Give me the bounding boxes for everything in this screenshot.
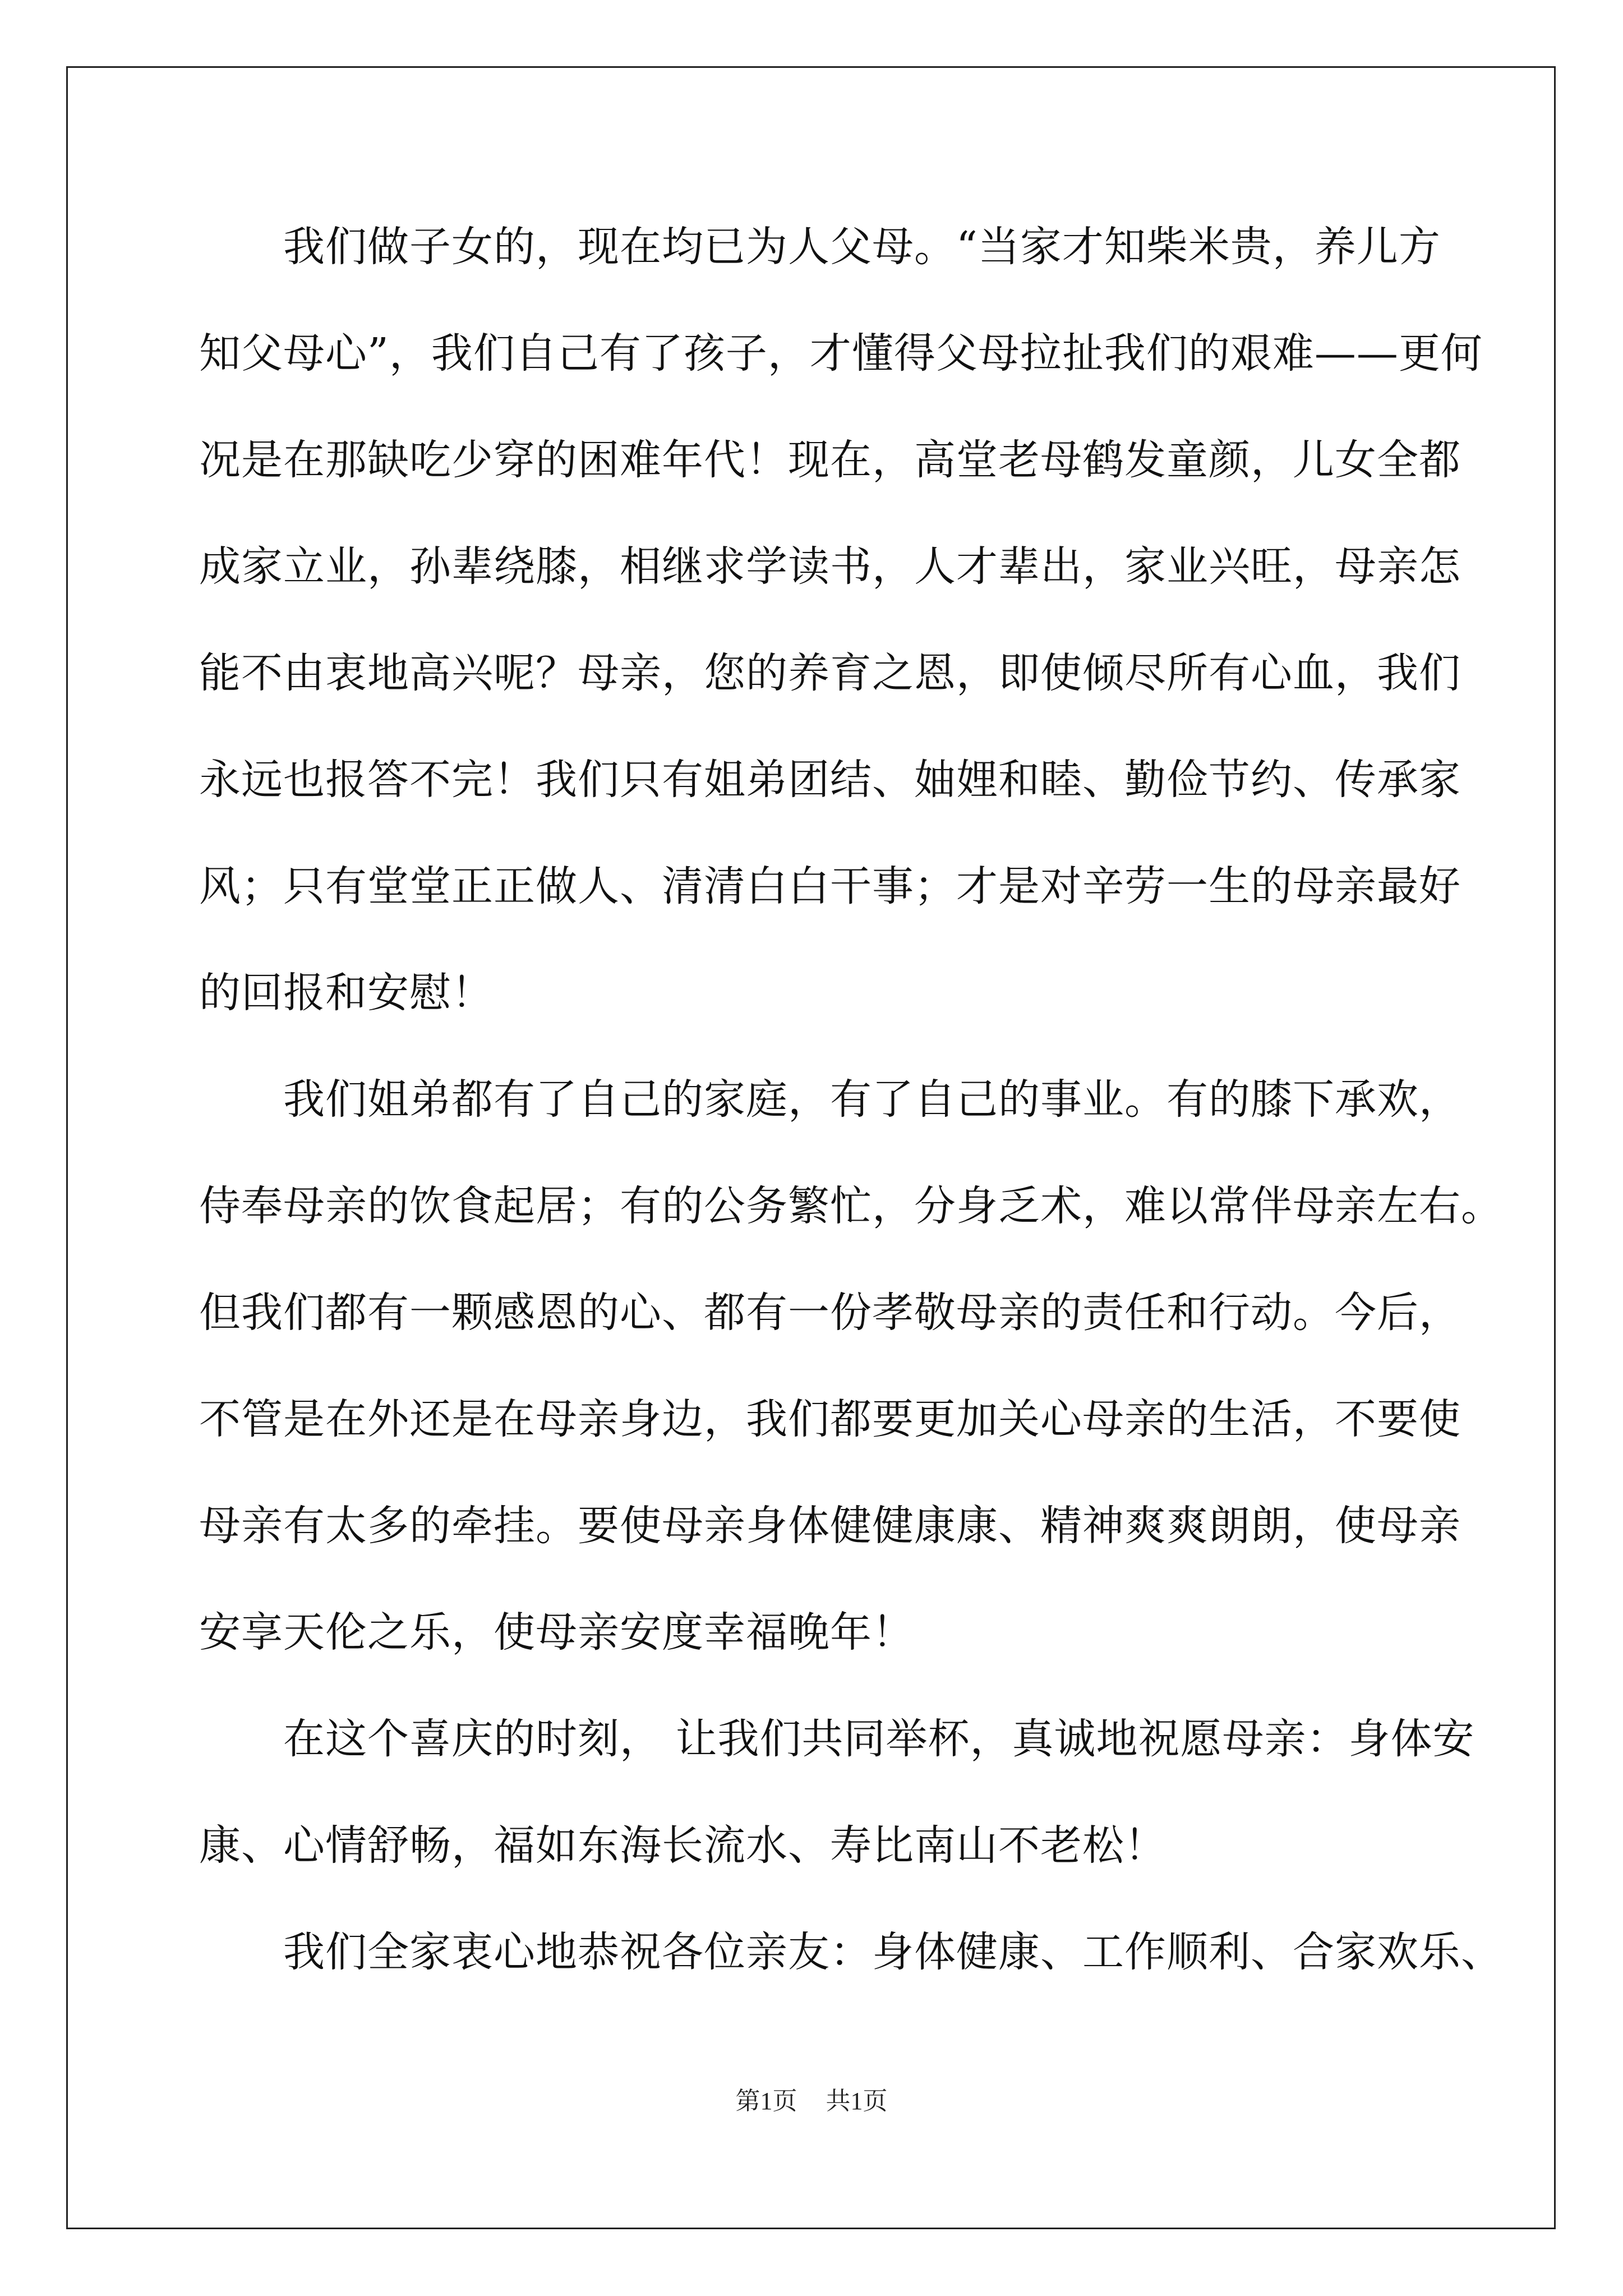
text-line: 我们全家衷心地恭祝各位亲友：身体健康、工作顺利、合家欢乐、 bbox=[283, 1928, 1503, 1976]
text-line: 的回报和安慰！ bbox=[199, 969, 494, 1017]
text-line: 但我们都有一颗感恩的心、都有一份孝敬母亲的责任和行动。今后， bbox=[199, 1289, 1461, 1337]
page-total: 共1页 bbox=[826, 2087, 888, 2115]
text-line: 我们姐弟都有了自己的家庭，有了自己的事业。有的膝下承欢， bbox=[283, 1075, 1461, 1124]
text-line: 不管是在外还是在母亲身边，我们都要更加关心母亲的生活，不要使 bbox=[199, 1395, 1461, 1443]
text-line: 成家立业，孙辈绕膝，相继求学读书，人才辈出，家业兴旺，母亲怎 bbox=[199, 542, 1461, 591]
text-line: 风；只有堂堂正正做人、清清白白干事；才是对辛劳一生的母亲最好 bbox=[199, 862, 1461, 910]
text-line: 母亲有太多的牵挂。要使母亲身体健健康康、精神爽爽朗朗，使母亲 bbox=[199, 1502, 1461, 1550]
text-line: 我们做子女的，现在均已为人父母。“当家才知柴米贵，养儿方 bbox=[283, 223, 1441, 271]
text-line: 永远也报答不完！我们只有姐弟团结、妯娌和睦、勤俭节约、传承家 bbox=[199, 756, 1461, 804]
page-border bbox=[66, 66, 1556, 2229]
text-line: 况是在那缺吃少穿的困难年代！现在，高堂老母鹤发童颜，儿女全都 bbox=[199, 436, 1461, 484]
text-line: 能不由衷地高兴呢？母亲，您的养育之恩，即使倾尽所有心血，我们 bbox=[199, 649, 1461, 697]
page-footer bbox=[0, 2085, 1623, 2118]
text-line: 康、心情舒畅，福如东海长流水、寿比南山不老松！ bbox=[199, 1821, 1166, 1870]
page-number: 第1页 bbox=[735, 2087, 797, 2115]
text-line: 在这个喜庆的时刻， 让我们共同举杯，真诚地祝愿母亲：身体安 bbox=[283, 1715, 1475, 1763]
text-line: 侍奉母亲的饮食起居；有的公务繁忙，分身乏术，难以常伴母亲左右。 bbox=[199, 1182, 1503, 1230]
text-line: 知父母心”，我们自己有了孩子，才懂得父母拉扯我们的艰难——更何 bbox=[199, 329, 1483, 378]
text-line: 安享天伦之乐，使母亲安度幸福晚年！ bbox=[199, 1608, 914, 1657]
